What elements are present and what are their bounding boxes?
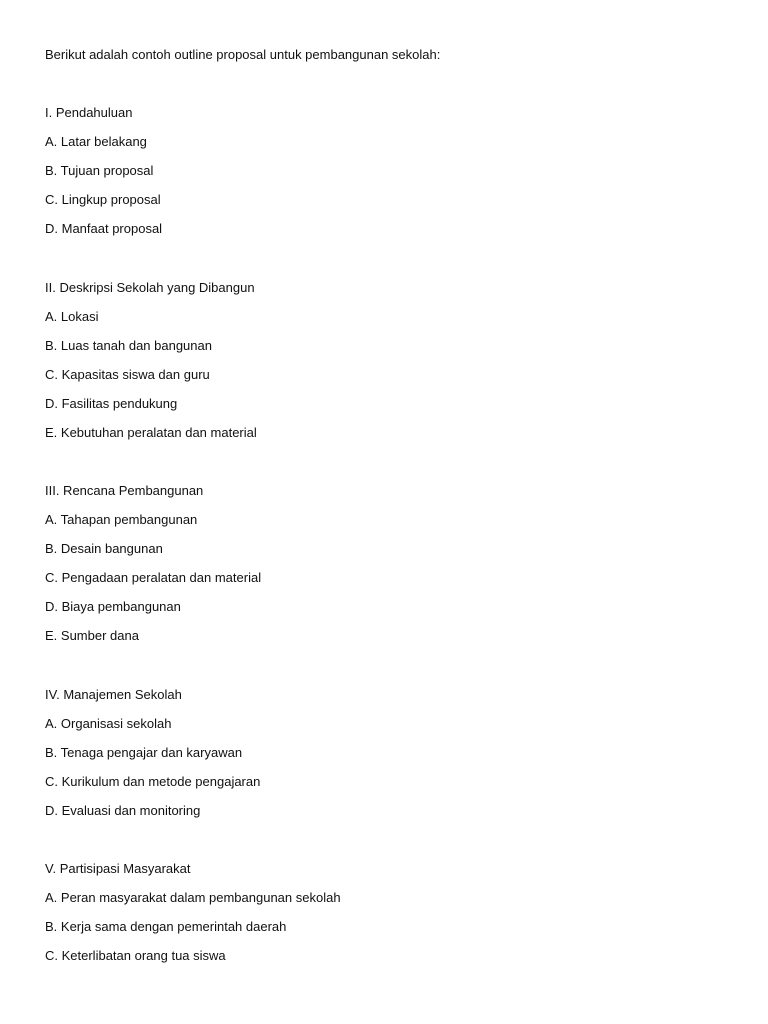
section-heading: I. Pendahuluan bbox=[45, 105, 133, 120]
outline-item: D. Fasilitas pendukung bbox=[45, 396, 178, 412]
outline-item: D. Biaya pembangunan bbox=[45, 599, 181, 615]
outline-item: B. Luas tanah dan bangunan bbox=[45, 338, 212, 354]
outline-item: A. Organisasi sekolah bbox=[45, 716, 172, 732]
outline-item: B. Desain bangunan bbox=[45, 541, 163, 557]
outline-item: A. Tahapan pembangunan bbox=[45, 512, 198, 528]
section-pendahuluan bbox=[45, 104, 162, 249]
section-rencana-pembangunan bbox=[45, 482, 261, 657]
outline-item: B. Kerja sama dengan pemerintah daerah bbox=[45, 919, 287, 935]
outline-item: D. Evaluasi dan monitoring bbox=[45, 803, 201, 819]
intro-text: Berikut adalah contoh outline proposal untuk pembangunan sekolah: bbox=[45, 47, 441, 62]
outline-item: E. Kebutuhan peralatan dan material bbox=[45, 425, 257, 441]
outline-item: A. Peran masyarakat dalam pembangunan sekolah bbox=[45, 890, 341, 906]
outline-item: B. Tujuan proposal bbox=[45, 163, 154, 179]
outline-item: C. Kapasitas siswa dan guru bbox=[45, 367, 210, 383]
outline-item: C. Kurikulum dan metode pengajaran bbox=[45, 774, 261, 790]
section-heading: II. Deskripsi Sekolah yang Dibangun bbox=[45, 280, 255, 295]
section-heading: III. Rencana Pembangunan bbox=[45, 483, 204, 498]
section-deskripsi-sekolah bbox=[45, 279, 257, 454]
outline-item: C. Pengadaan peralatan dan material bbox=[45, 570, 262, 586]
outline-item: A. Lokasi bbox=[45, 309, 99, 325]
outline-item: B. Tenaga pengajar dan karyawan bbox=[45, 745, 243, 761]
outline-item: C. Keterlibatan orang tua siswa bbox=[45, 948, 226, 964]
outline-item: A. Latar belakang bbox=[45, 134, 147, 150]
outline-item: D. Manfaat proposal bbox=[45, 221, 163, 237]
outline-item: E. Sumber dana bbox=[45, 628, 139, 644]
outline-item: C. Lingkup proposal bbox=[45, 192, 161, 208]
section-manajemen-sekolah bbox=[45, 686, 260, 831]
section-partisipasi-masyarakat bbox=[45, 860, 341, 976]
section-heading: IV. Manajemen Sekolah bbox=[45, 687, 182, 702]
section-heading: V. Partisipasi Masyarakat bbox=[45, 861, 191, 876]
